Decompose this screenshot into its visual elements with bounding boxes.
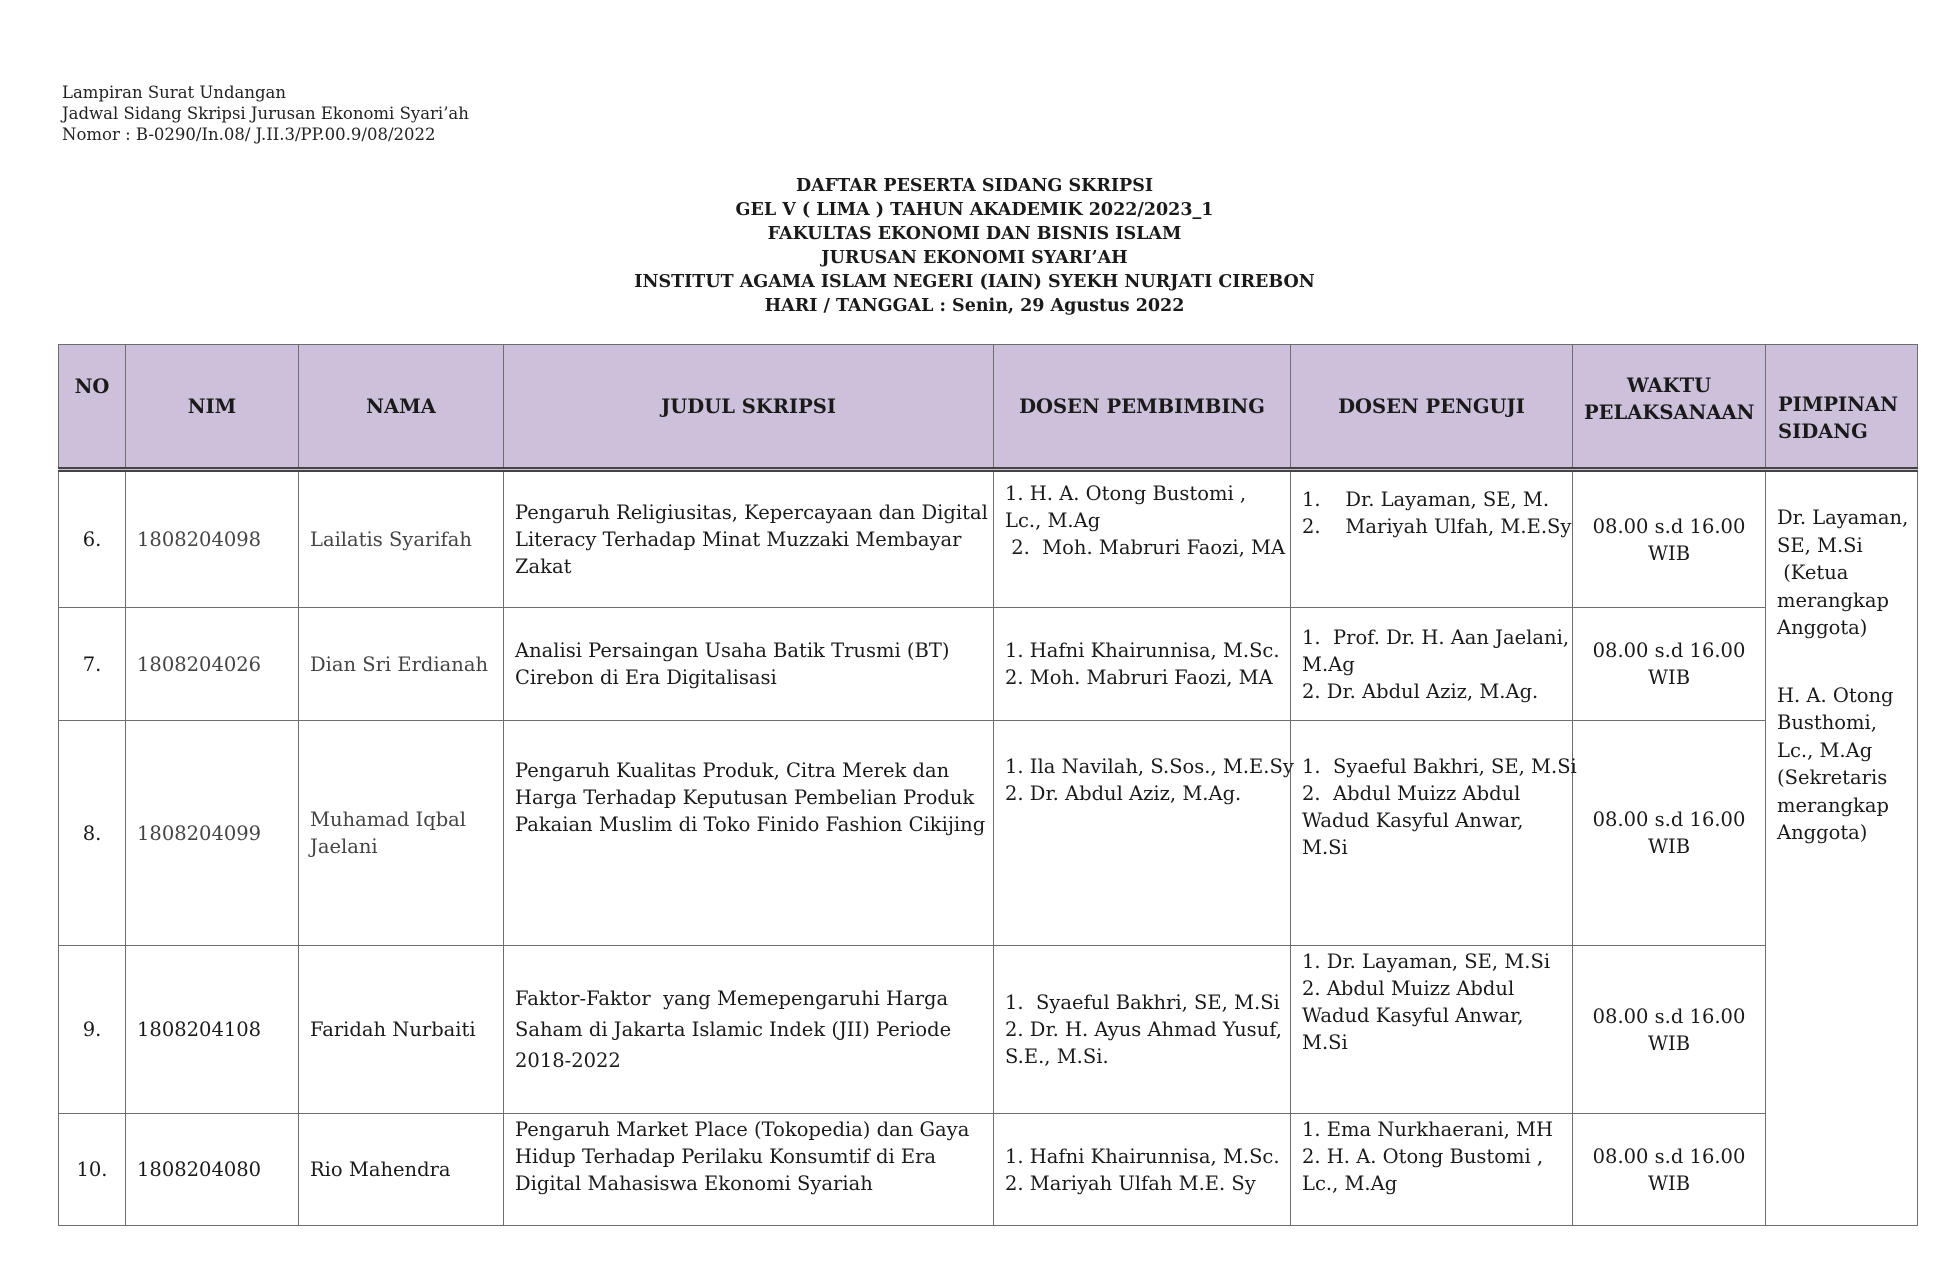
- cell-line: 1. Dr. Layaman, SE, M.: [1302, 488, 1550, 511]
- header-nama: NAMA: [299, 345, 504, 470]
- cell-line: WIB: [1647, 835, 1691, 858]
- row-penguji: [1291, 721, 1577, 946]
- cell-line: Wadud Kasyful Anwar,: [1302, 1004, 1524, 1027]
- cell-line: Saham di Jakarta Islamic Indek (JII) Periode: [515, 1018, 952, 1041]
- cell-line: Lc., M.Ag: [1302, 1172, 1398, 1195]
- cell-line: Analisi Persaingan Usaha Batik Trusmi (BT): [515, 639, 950, 662]
- cell-line: Faktor-Faktor yang Memepengaruhi Harga: [515, 987, 949, 1010]
- cell-line: 2. Mariyah Ulfah, M.E.Sy: [1302, 515, 1572, 538]
- cell-line: 08.00 s.d 16.00: [1592, 1144, 1746, 1168]
- row-penguji: [1291, 608, 1573, 721]
- cell-line: merangkap: [1777, 793, 1889, 817]
- row-pembimbing: [994, 721, 1294, 946]
- row-no: 8.: [59, 721, 126, 946]
- row-nama: [299, 721, 504, 946]
- cell-line: S.E., M.Si.: [1005, 1045, 1109, 1068]
- row-no: 10.: [59, 1114, 126, 1226]
- table-row: [59, 470, 1918, 608]
- cell-line: M.Si: [1302, 1031, 1348, 1054]
- cell-line: Lailatis Syarifah: [310, 528, 472, 551]
- row-nama: [299, 946, 504, 1114]
- cell-line: Digital Mahasiswa Ekonomi Syariah: [515, 1172, 873, 1195]
- cell-line: Pakaian Muslim di Toko Finido Fashion Cikijing: [515, 813, 986, 836]
- pimpinan-sidang-cell: [1766, 470, 1918, 1226]
- cell-line: Pengaruh Market Place (Tokopedia) dan Gaya: [515, 1118, 970, 1141]
- row-nama: [299, 1114, 504, 1226]
- header-line: PELAKSANAAN: [1584, 401, 1755, 424]
- participants-table: [58, 344, 1918, 1226]
- cell-line: Cirebon di Era Digitalisasi: [515, 666, 777, 689]
- cell-line: 2. Dr. Abdul Aziz, M.Ag.: [1005, 782, 1242, 805]
- cell-line: Dian Sri Erdianah: [310, 652, 489, 676]
- row-waktu: [1573, 470, 1766, 608]
- cell-line: WIB: [1647, 541, 1691, 565]
- cell-line: 08.00 s.d 16.00: [1592, 514, 1746, 538]
- cell-line: 2018-2022: [515, 1049, 621, 1072]
- title-line: FAKULTAS EKONOMI DAN BISNIS ISLAM: [767, 224, 1182, 244]
- cell-line: 1. Hafni Khairunnisa, M.Sc.: [1005, 639, 1280, 662]
- row-nama: [299, 470, 504, 608]
- cell-line: 08.00 s.d 16.00: [1592, 808, 1746, 831]
- table-row: [59, 946, 1918, 1114]
- letter-line: Nomor : B-0290/In.08/ J.II.3/PP.00.9/08/2022: [62, 125, 436, 144]
- cell-line: 2. Moh. Mabruri Faozi, MA: [1005, 536, 1286, 559]
- cell-line: Pengaruh Kualitas Produk, Citra Merek dan: [515, 759, 950, 782]
- cell-line: Wadud Kasyful Anwar,: [1302, 809, 1524, 832]
- header-line: SIDANG: [1778, 420, 1868, 443]
- title-line: INSTITUT AGAMA ISLAM NEGERI (IAIN) SYEKH NURJATI CIREBON: [634, 272, 1315, 292]
- header-waktu: [1573, 345, 1766, 470]
- cell-line: 2. Moh. Mabruri Faozi, MA: [1005, 666, 1273, 689]
- cell-line: M.Ag: [1302, 652, 1355, 676]
- cell-line: 1. Ema Nurkhaerani, MH: [1302, 1118, 1553, 1141]
- cell-line: Faridah Nurbaiti: [310, 1018, 476, 1041]
- cell-line: 2. Abdul Muizz Abdul: [1302, 977, 1515, 1000]
- row-judul: [504, 470, 994, 608]
- row-judul: [504, 608, 994, 721]
- cell-line: 1. H. A. Otong Bustomi ,: [1005, 482, 1247, 505]
- cell-line: Lc., M.Ag: [1777, 738, 1873, 762]
- title-line: DAFTAR PESERTA SIDANG SKRIPSI: [795, 176, 1154, 196]
- row-nim: 1808204080: [126, 1114, 299, 1226]
- row-nim: 1808204026: [126, 608, 299, 721]
- cell-line: 1. Prof. Dr. H. Aan Jaelani,: [1302, 625, 1570, 649]
- row-judul: [504, 946, 994, 1114]
- cell-line: WIB: [1647, 666, 1691, 689]
- cell-line: Dr. Layaman,: [1777, 506, 1909, 529]
- cell-line: 2. Dr. Abdul Aziz, M.Ag.: [1302, 679, 1539, 703]
- title-line: HARI / TANGGAL : Senin, 29 Agustus 2022: [764, 296, 1185, 316]
- row-pembimbing: [994, 470, 1291, 608]
- cell-line: 1. Syaeful Bakhri, SE, M.Si: [1302, 755, 1577, 778]
- header-pimpinan: [1766, 345, 1918, 470]
- cell-line: Harga Terhadap Keputusan Pembelian Produk: [515, 786, 975, 809]
- cell-line: merangkap: [1777, 588, 1889, 612]
- cell-line: 1. Ila Navilah, S.Sos., M.E.Sy: [1005, 755, 1294, 778]
- cell-line: 2. H. A. Otong Bustomi ,: [1302, 1145, 1544, 1168]
- document-title: [0, 174, 1949, 318]
- header-penguji: DOSEN PENGUJI: [1291, 345, 1573, 470]
- letter-line: Lampiran Surat Undangan: [62, 83, 286, 102]
- row-waktu: [1573, 946, 1766, 1114]
- title-line: JURUSAN EKONOMI SYARI’AH: [821, 248, 1128, 268]
- cell-line: 08.00 s.d 16.00: [1592, 639, 1746, 662]
- table-header-row: [59, 345, 1918, 470]
- cell-line: Jaelani: [310, 835, 378, 858]
- row-nim: 1808204098: [126, 470, 299, 608]
- cell-line: Rio Mahendra: [310, 1158, 451, 1181]
- cell-line: Muhamad Iqbal: [310, 808, 467, 831]
- table-row: [59, 721, 1918, 946]
- cell-line: 1. Dr. Layaman, SE, M.Si: [1302, 950, 1551, 973]
- cell-line: SE, M.Si: [1777, 533, 1863, 557]
- header-pembimbing: DOSEN PEMBIMBING: [994, 345, 1291, 470]
- cell-line: 2. Abdul Muizz Abdul: [1302, 782, 1521, 805]
- cell-line: Lc., M.Ag: [1005, 509, 1101, 532]
- row-waktu: [1573, 721, 1766, 946]
- header-nim: NIM: [126, 345, 299, 470]
- header-judul: JUDUL SKRIPSI: [504, 345, 994, 470]
- table-row: [59, 608, 1918, 721]
- cell-line: Hidup Terhadap Perilaku Konsumtif di Era: [515, 1145, 937, 1168]
- row-nama: [299, 608, 504, 721]
- cell-line: 08.00 s.d 16.00: [1592, 1004, 1746, 1028]
- cell-line: Zakat: [515, 555, 572, 578]
- row-penguji: [1291, 946, 1573, 1114]
- header-line: WAKTU: [1626, 374, 1712, 397]
- row-waktu: [1573, 608, 1766, 721]
- row-penguji: [1291, 470, 1573, 608]
- row-pembimbing: [994, 608, 1291, 721]
- sekretaris-block: [1777, 682, 1906, 847]
- cell-line: (Ketua: [1777, 561, 1849, 584]
- cell-line: WIB: [1647, 1031, 1691, 1055]
- row-no: 6.: [59, 470, 126, 608]
- cell-line: Busthomi,: [1777, 711, 1877, 734]
- ketua-block: [1777, 504, 1909, 642]
- cell-line: M.Si: [1302, 836, 1348, 859]
- row-judul: [504, 721, 994, 946]
- header-no: NO: [59, 345, 126, 470]
- cell-line: Pengaruh Religiusitas, Kepercayaan dan Digital: [515, 501, 988, 524]
- row-judul: [504, 1114, 994, 1226]
- cell-line: Anggota): [1777, 821, 1868, 844]
- table-row: [59, 1114, 1918, 1226]
- title-line: GEL V ( LIMA ) TAHUN AKADEMIK 2022/2023_1: [735, 200, 1214, 220]
- letter-reference: [62, 82, 469, 145]
- cell-line: 1. Syaeful Bakhri, SE, M.Si: [1005, 991, 1280, 1014]
- row-pembimbing: [994, 1114, 1291, 1226]
- cell-line: WIB: [1647, 1171, 1691, 1195]
- header-line: PIMPINAN: [1778, 393, 1898, 416]
- cell-line: 1. Hafni Khairunnisa, M.Sc.: [1005, 1144, 1280, 1168]
- letter-line: Jadwal Sidang Skripsi Jurusan Ekonomi Syari’ah: [62, 104, 469, 123]
- cell-line: 2. Mariyah Ulfah M.E. Sy: [1005, 1171, 1256, 1195]
- cell-line: Anggota): [1777, 616, 1868, 639]
- row-nim: 1808204108: [126, 946, 299, 1114]
- cell-line: H. A. Otong: [1777, 683, 1894, 707]
- cell-line: 2. Dr. H. Ayus Ahmad Yusuf,: [1005, 1018, 1282, 1041]
- row-nim: 1808204099: [126, 721, 299, 946]
- row-waktu: [1573, 1114, 1766, 1226]
- row-penguji: [1291, 1114, 1573, 1226]
- row-pembimbing: [994, 946, 1291, 1114]
- row-no: 7.: [59, 608, 126, 721]
- row-no: 9.: [59, 946, 126, 1114]
- cell-line: Literacy Terhadap Minat Muzzaki Membayar: [515, 528, 962, 551]
- cell-line: (Sekretaris: [1777, 766, 1888, 789]
